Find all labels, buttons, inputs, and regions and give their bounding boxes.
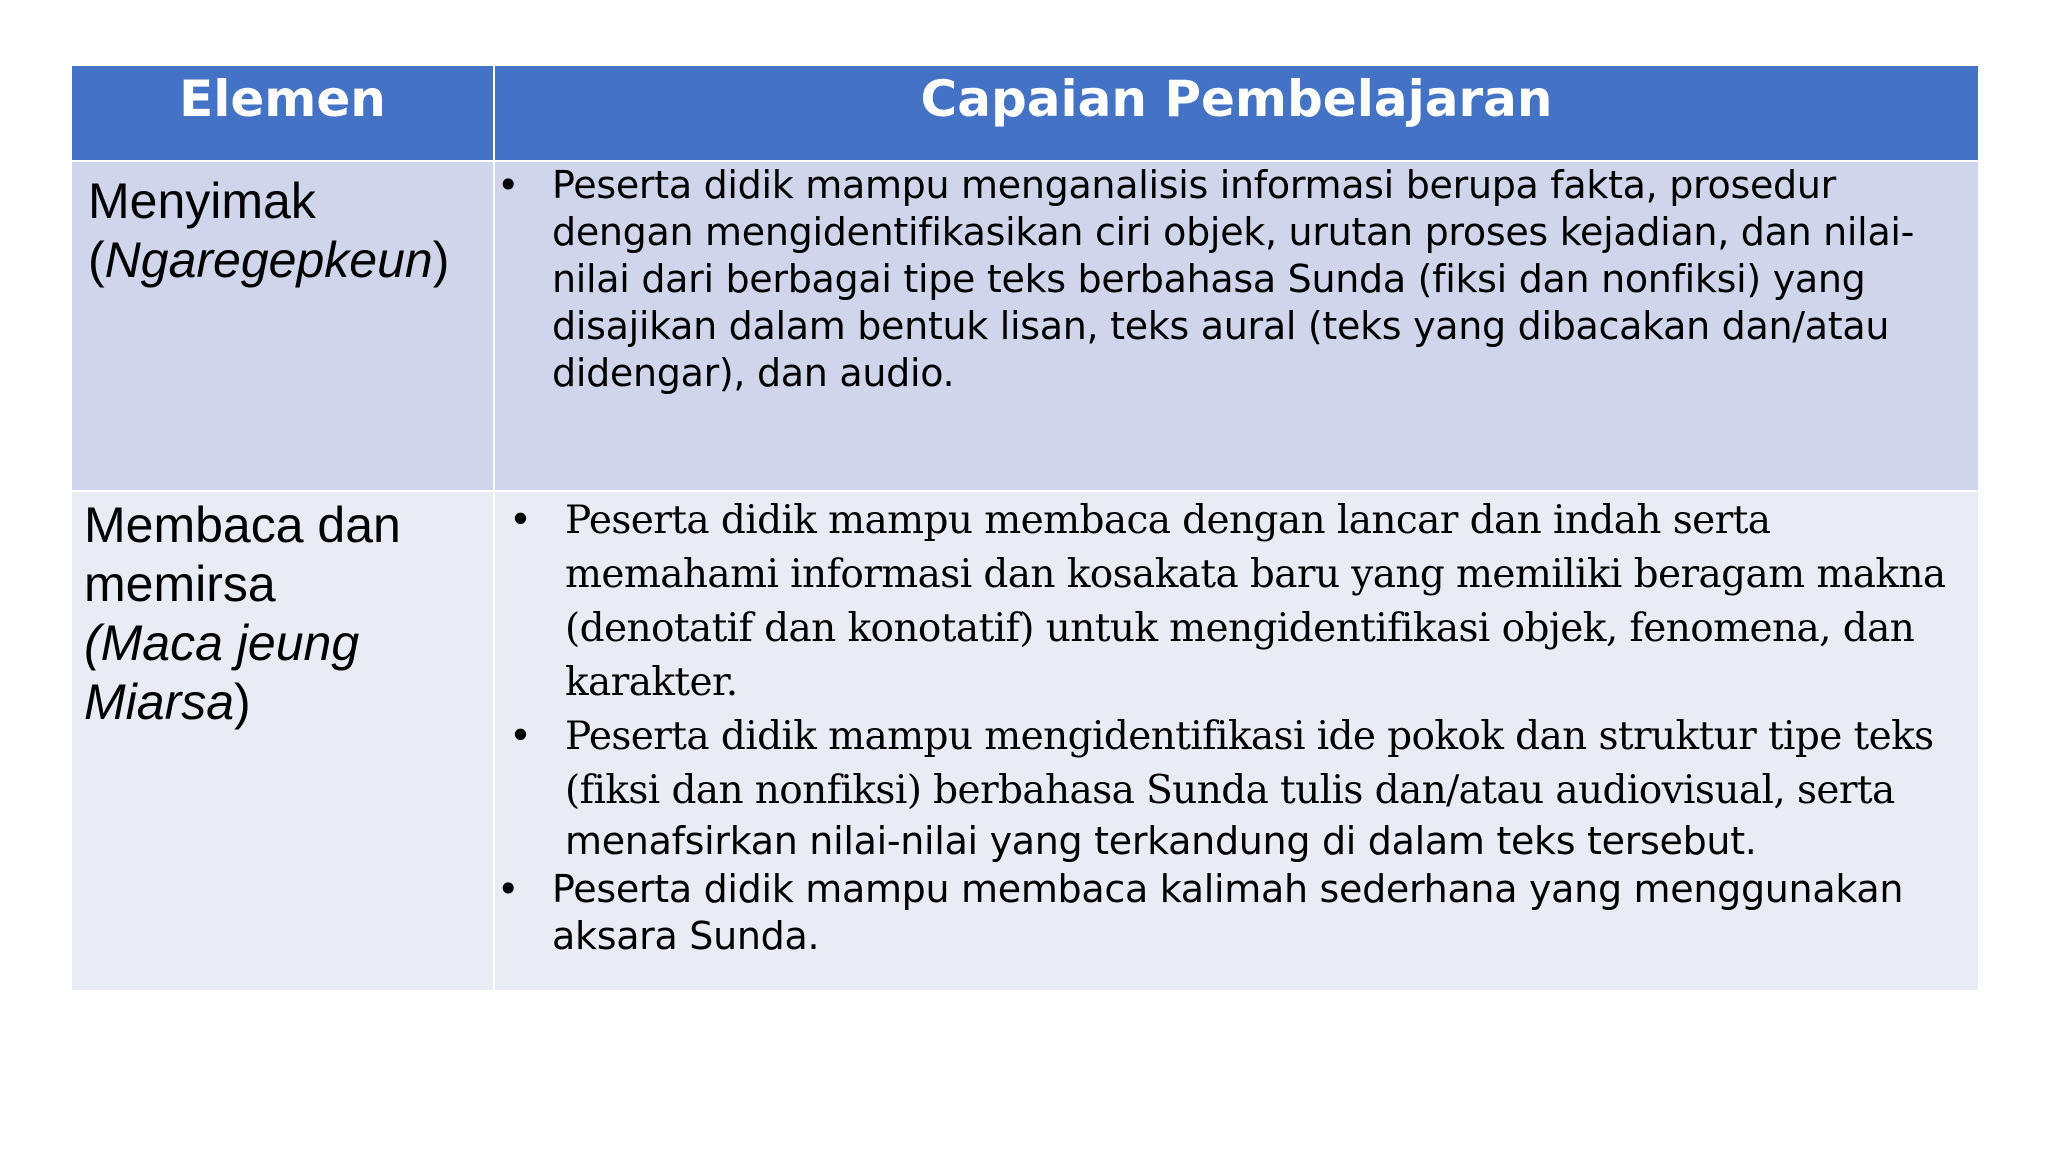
element-paren-open: ( <box>88 232 105 288</box>
capaian-table <box>70 64 1980 992</box>
header-elemen: Elemen <box>71 65 494 161</box>
bullet-text: Peserta didik mampu membaca dengan lancar dan indah serta memahami informasi dan kosakata baru yang memiliki beragam makna (denotatif dan konotatif) untuk mengidentifikasi objek, fenomena, dan karakter. <box>565 498 1946 705</box>
bullet-text: Peserta didik mampu mengidentifikasi ide pokok dan struktur tipe teks (fiksi dan nonfiksi) berbahasa Sunda tulis dan/atau audiovisual, serta <box>565 714 1934 813</box>
capaian-cell-menyimak <box>494 161 1979 491</box>
element-name: Membaca dan memirsa <box>84 497 401 612</box>
element-paren-close: ) <box>432 232 450 288</box>
bullet-text-continuation: menafsirkan nilai-nilai yang terkandung di dalam teks tersebut. <box>565 819 1757 863</box>
bullet-icon: • <box>497 163 520 207</box>
element-cell-menyimak <box>71 161 494 491</box>
element-sundanese-name: (Maca jeung Miarsa <box>84 615 360 730</box>
list-item <box>495 866 1978 960</box>
bullet-icon: • <box>497 867 520 911</box>
capaian-cell-membaca <box>494 491 1979 991</box>
table-header-row <box>71 65 1979 161</box>
list-item <box>495 710 1978 864</box>
element-sundanese-name: Ngaregepkeun <box>104 232 433 288</box>
element-name: Menyimak <box>88 173 316 229</box>
bullet-text: Peserta didik mampu menganalisis informasi berupa fakta, prosedur dengan mengidentifikasikan ciri objek, urutan proses kejadian, dan nilai-nilai dari berbagai tipe teks berbahasa Sunda (fiksi dan nonfiksi) yang disajikan dalam bentuk lisan, teks aural (teks yang dibacakan dan/atau didengar), dan audio. <box>552 163 1915 395</box>
list-item <box>495 494 1978 710</box>
list-item <box>495 162 1978 397</box>
table-row <box>71 491 1979 991</box>
element-cell-membaca <box>71 491 494 991</box>
bullet-text: Peserta didik mampu membaca kalimah sederhana yang menggunakan aksara Sunda. <box>552 867 1904 958</box>
bullet-icon: • <box>509 498 532 543</box>
element-paren-close: ) <box>234 674 251 730</box>
table-row <box>71 161 1979 491</box>
header-capaian: Capaian Pembelajaran <box>494 65 1979 161</box>
bullet-icon: • <box>509 714 532 759</box>
